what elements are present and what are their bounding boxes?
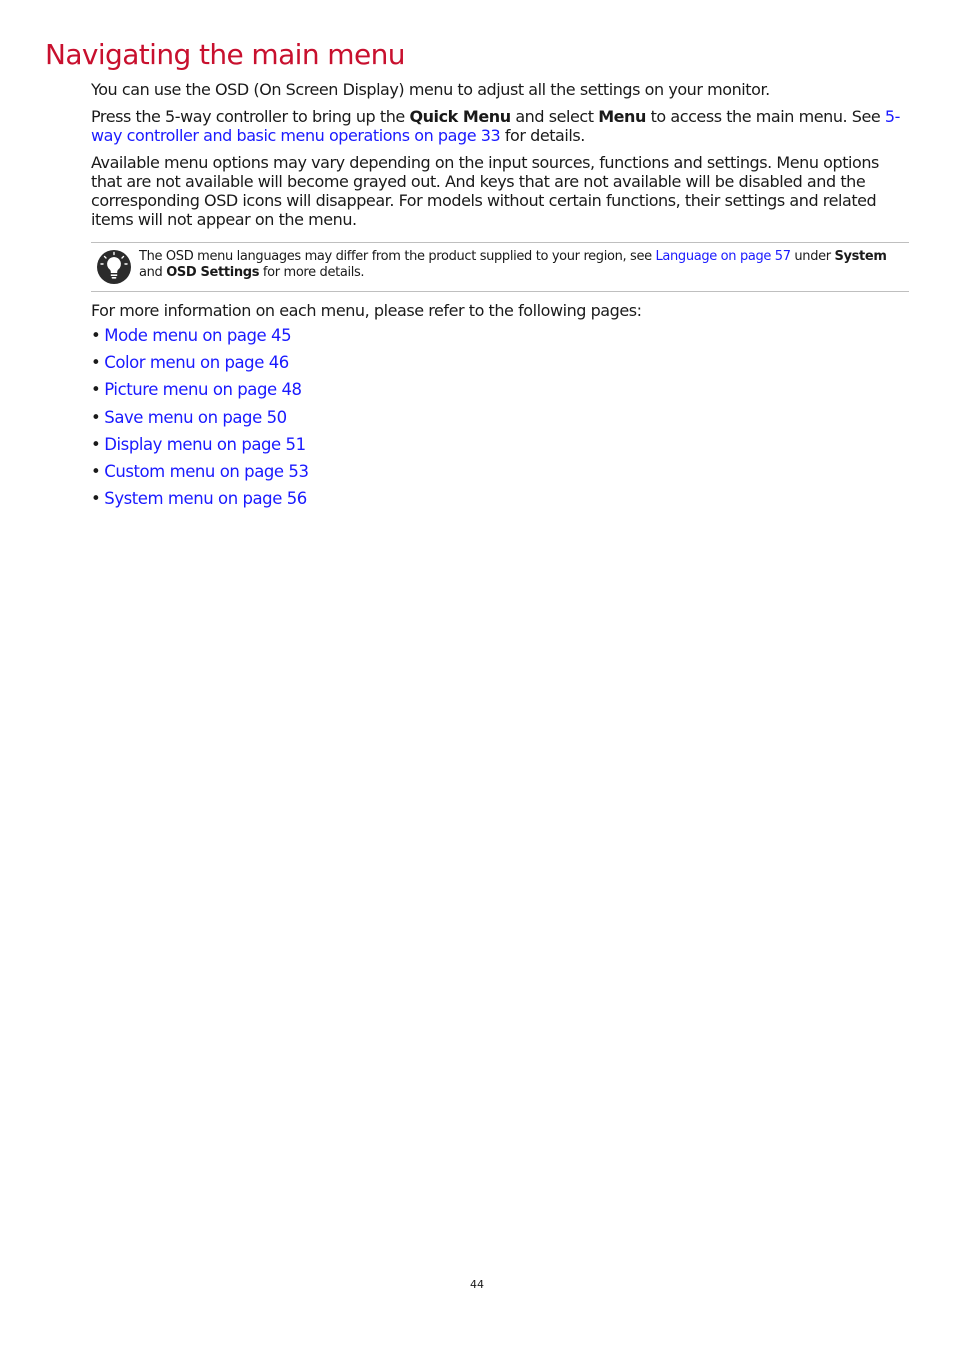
controller-text-3: to access the main menu. See	[645, 107, 885, 126]
list-item	[91, 353, 909, 380]
controller-text-1: Press the 5-way controller to bring up the	[91, 107, 410, 126]
menu-list-intro: For more information on each menu, please refer to the following pages:	[91, 301, 642, 320]
display-menu-link[interactable]: Display menu on page 51	[104, 434, 306, 454]
list-item	[91, 326, 909, 353]
lightbulb-icon	[96, 249, 132, 285]
bullet: •	[91, 489, 101, 509]
intro-paragraph: You can use the OSD (On Screen Display) menu to adjust all the settings on your monitor.	[91, 80, 770, 99]
bullet: •	[91, 407, 101, 427]
bullet: •	[91, 434, 101, 454]
page-number: 44	[470, 1278, 484, 1291]
list-item	[91, 408, 909, 435]
list-item	[91, 489, 909, 516]
note-text-3: and	[139, 265, 167, 280]
controller-paragraph	[91, 107, 909, 145]
list-item	[91, 435, 909, 462]
bullet: •	[91, 461, 101, 481]
menu-link-list	[91, 326, 909, 516]
custom-menu-link[interactable]: Custom menu on page 53	[104, 461, 309, 481]
mode-menu-link[interactable]: Mode menu on page 45	[104, 326, 292, 345]
controller-text-4: for details.	[500, 126, 585, 145]
note-box	[91, 242, 909, 292]
system-term: System	[834, 249, 887, 264]
osd-settings-term: OSD Settings	[166, 265, 260, 280]
list-item	[91, 380, 909, 407]
availability-paragraph: Available menu options may vary depending on the input sources, functions and settings. Menu options that are not available will become grayed out. And keys that are not available will be disabled and the corresponding OSD icons will disappear. For models without certain functions, their settings and related items will not appear on the menu.	[91, 153, 879, 229]
menu-term: Menu	[598, 107, 646, 126]
list-item	[91, 462, 909, 489]
system-menu-link[interactable]: System menu on page 56	[104, 489, 307, 509]
save-menu-link[interactable]: Save menu on page 50	[104, 407, 287, 427]
bullet: •	[91, 326, 101, 345]
controller-operations-link[interactable]: 5-way controller and basic menu operations on page 33	[91, 107, 900, 145]
note-text-4: for more details.	[259, 265, 365, 280]
language-link[interactable]: Language on page 57	[655, 249, 791, 264]
controller-text-2: and select	[510, 107, 599, 126]
bullet: •	[91, 380, 101, 400]
note-text-2: under	[790, 249, 835, 264]
page-title: Navigating the main menu	[45, 38, 405, 71]
color-menu-link[interactable]: Color menu on page 46	[104, 353, 289, 373]
note-text-1: The OSD menu languages may differ from the product supplied to your region, see	[139, 249, 656, 264]
quick-menu-term: Quick Menu	[409, 107, 511, 126]
picture-menu-link[interactable]: Picture menu on page 48	[104, 380, 302, 400]
main-content	[91, 80, 909, 516]
bullet: •	[91, 353, 101, 373]
